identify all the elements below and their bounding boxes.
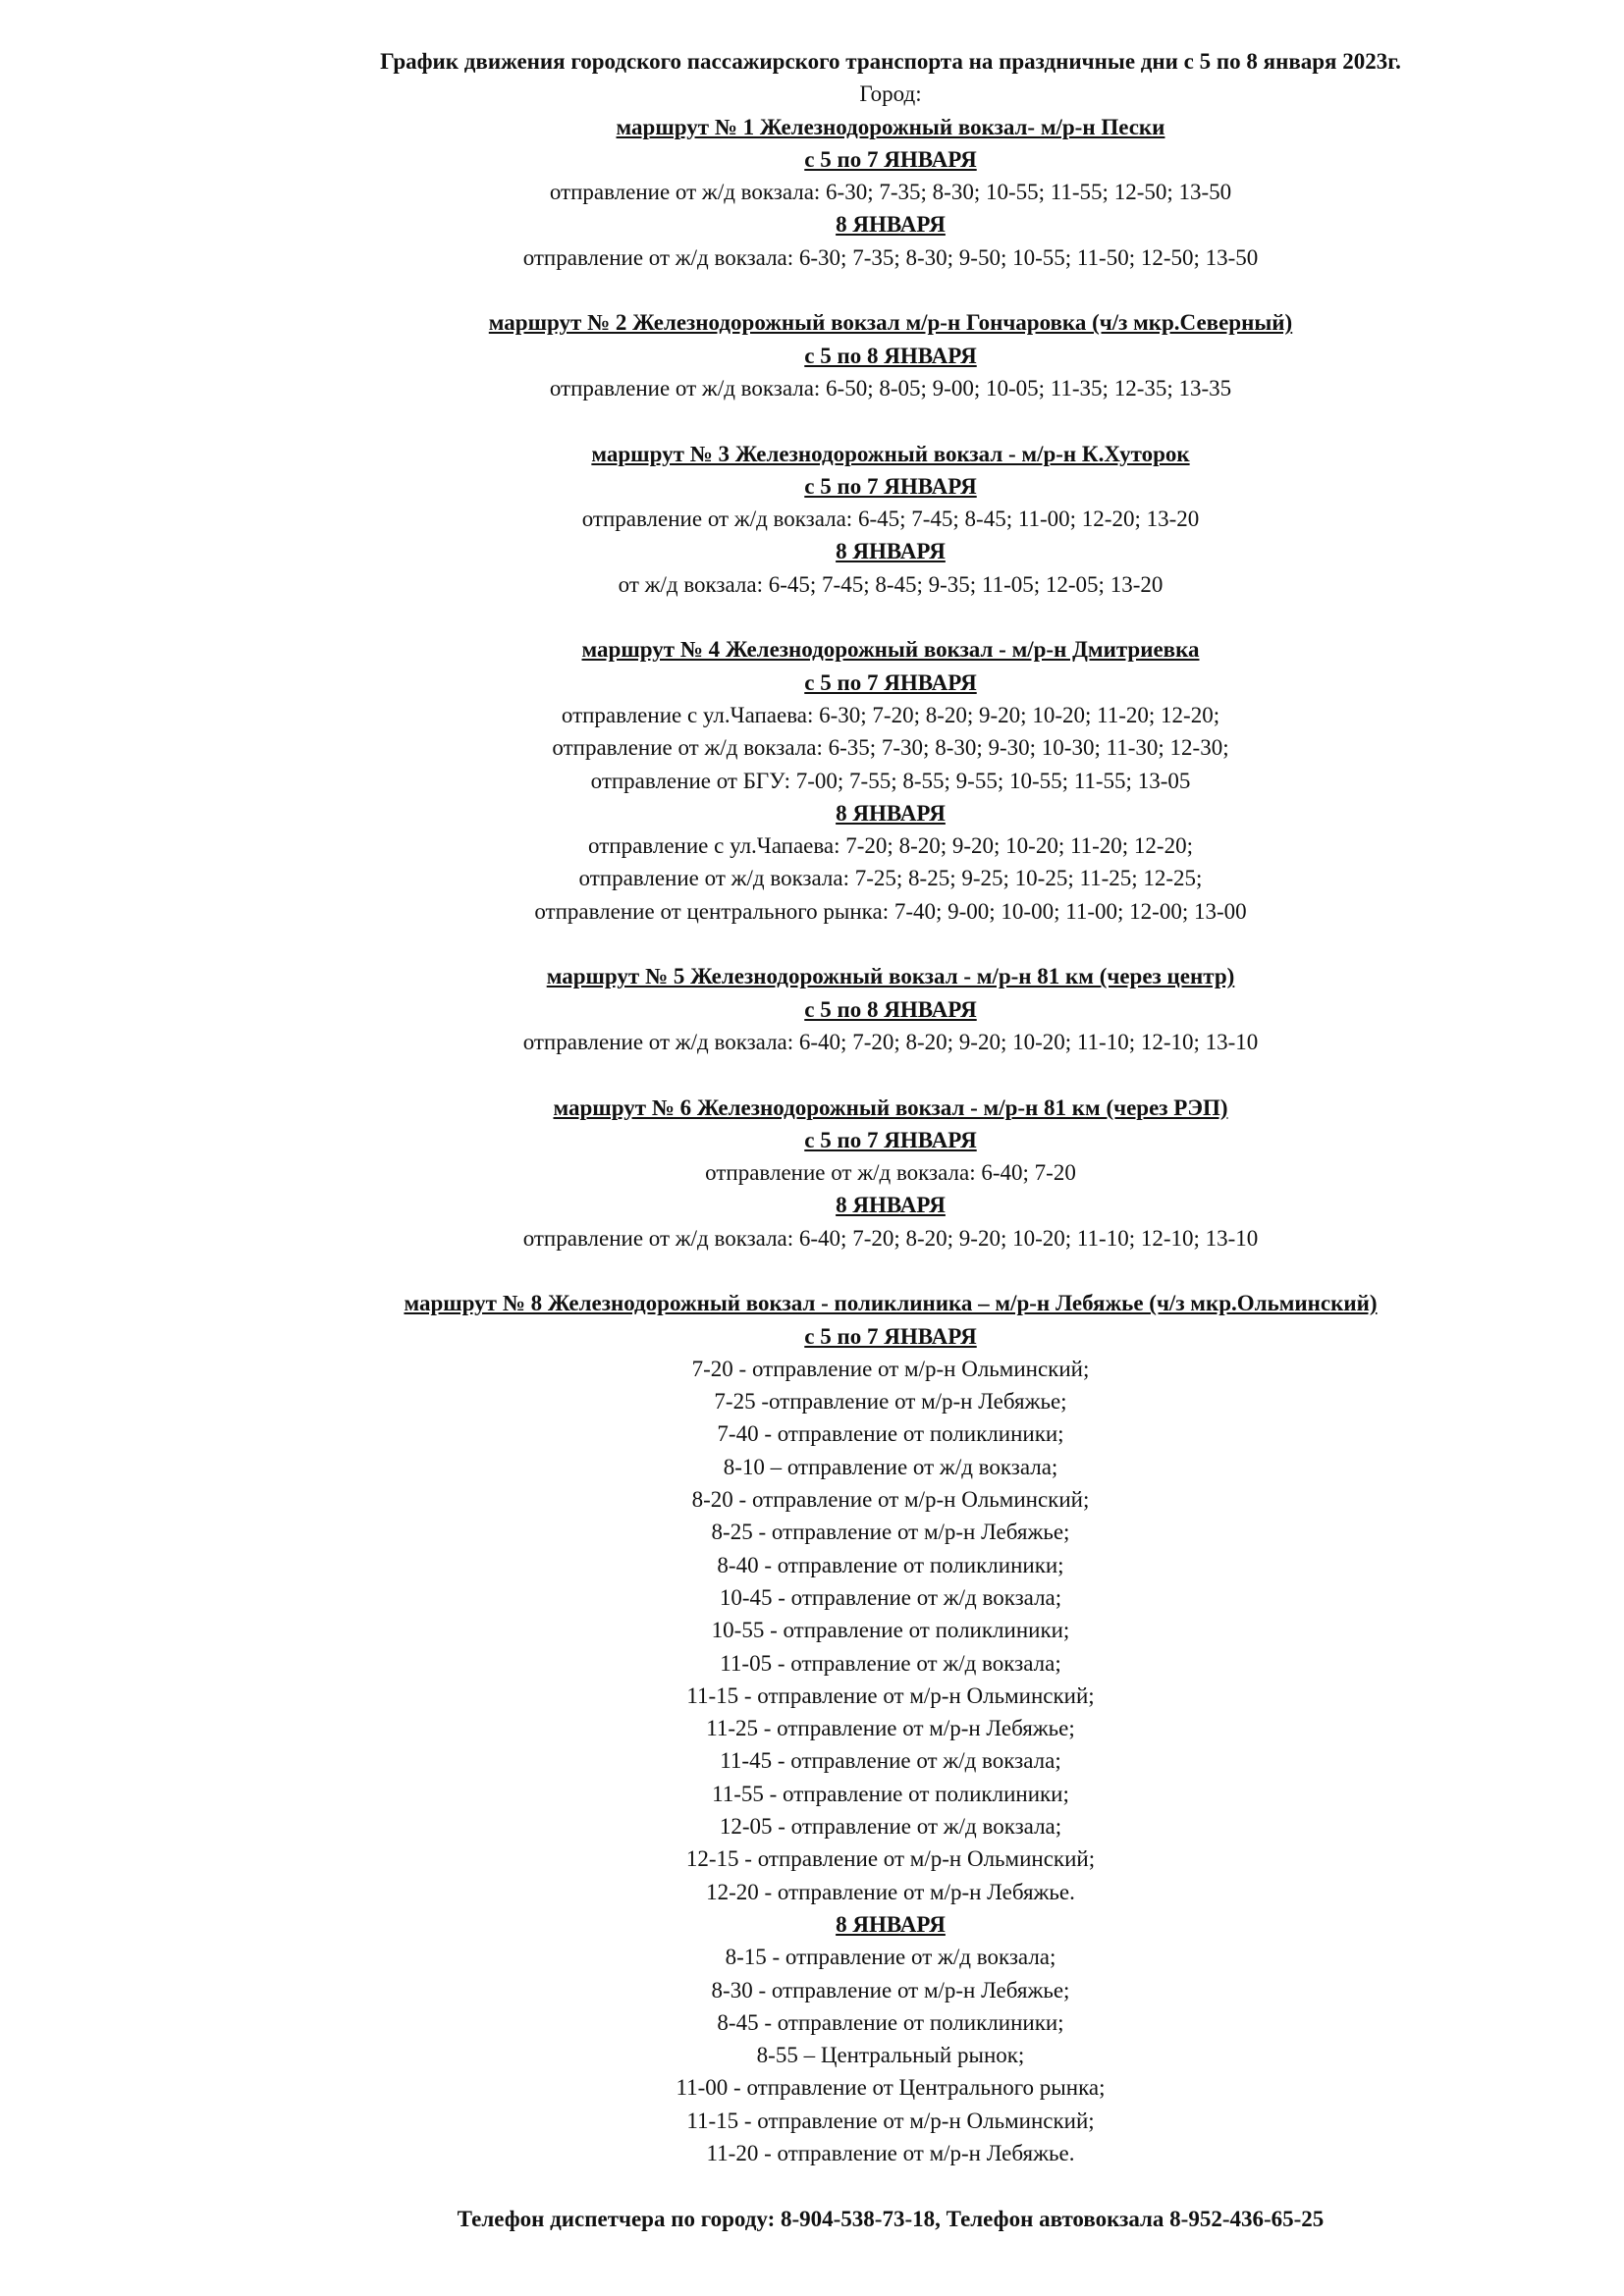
route-8 xyxy=(0,1287,1624,2169)
spacer xyxy=(0,601,1624,633)
route-1 xyxy=(0,111,1624,274)
period-heading: 8 ЯНВАРЯ xyxy=(836,1193,946,1218)
route-2 xyxy=(0,306,1624,404)
schedule-line: от ж/д вокзала: 6-45; 7-45; 8-45; 9-35; 11-05; 12-05; 13-20 xyxy=(618,571,1164,597)
period-heading: с 5 по 7 ЯНВАРЯ xyxy=(804,473,977,499)
schedule-line: отправление от ж/д вокзала: 6-40; 7-20; 8-20; 9-20; 10-20; 11-10; 12-10; 13-10 xyxy=(522,1029,1259,1054)
period-heading: с 5 по 7 ЯНВАРЯ xyxy=(804,1127,977,1152)
schedule-line: 11-20 - отправление от м/р-н Лебяжье. xyxy=(706,2141,1075,2165)
route-3 xyxy=(0,438,1624,601)
route-title: маршрут № 2 Железнодорожный вокзал м/р-н Гончаровка (ч/з мкр.Северный) xyxy=(488,310,1293,336)
route-6 xyxy=(0,1092,1624,1255)
schedule-line: 12-15 - отправление от м/р-н Ольминский; xyxy=(685,1846,1096,1872)
schedule-line: 7-40 - отправление от поликлиники; xyxy=(717,1421,1064,1447)
footer-contacts: Телефон диспетчера по городу: 8-904-538-73-18, Телефон автовокзала 8-952-436-65-25 xyxy=(457,2206,1325,2231)
document-content xyxy=(0,45,1624,2235)
period-heading: с 5 по 8 ЯНВАРЯ xyxy=(804,343,977,368)
period-heading: с 5 по 7 ЯНВАРЯ xyxy=(804,146,977,172)
schedule-line: 8-45 - отправление от поликлиники; xyxy=(717,2009,1064,2035)
schedule-line: отправление от ж/д вокзала: 7-25; 8-25; 9-25; 10-25; 11-25; 12-25; xyxy=(578,866,1203,891)
city-label: Город: xyxy=(859,81,922,107)
schedule-line: отправление от ж/д вокзала: 6-30; 7-35; 8-30; 10-55; 11-55; 12-50; 13-50 xyxy=(549,180,1232,205)
schedule-line: отправление от центрального рынка: 7-40; 9-00; 10-00; 11-00; 12-00; 13-00 xyxy=(534,898,1247,924)
schedule-line: 11-55 - отправление от поликлиники; xyxy=(712,1781,1069,1806)
period-heading: 8 ЯНВАРЯ xyxy=(836,1911,946,1937)
period-heading: с 5 по 7 ЯНВАРЯ xyxy=(804,669,977,695)
schedule-line: отправление от ж/д вокзала: 6-50; 8-05; 9-00; 10-05; 11-35; 12-35; 13-35 xyxy=(549,375,1232,400)
schedule-line: 8-30 - отправление от м/р-н Лебяжье; xyxy=(711,1977,1070,2002)
spacer xyxy=(0,1058,1624,1091)
spacer xyxy=(0,274,1624,306)
period-heading: с 5 по 8 ЯНВАРЯ xyxy=(804,996,977,1022)
schedule-line: отправление с ул.Чапаева: 7-20; 8-20; 9-20; 10-20; 11-20; 12-20; xyxy=(588,833,1193,859)
schedule-line: 8-55 – Центральный рынок; xyxy=(756,2043,1025,2068)
spacer xyxy=(0,1255,1624,1287)
route-title: маршрут № 6 Железнодорожный вокзал - м/р-н 81 км (через РЭП) xyxy=(553,1095,1228,1120)
schedule-line: 11-00 - отправление от Центрального рынка; xyxy=(676,2075,1106,2101)
route-4 xyxy=(0,633,1624,928)
schedule-line: 8-20 - отправление от м/р-н Ольминский; xyxy=(691,1487,1090,1513)
schedule-line: отправление от ж/д вокзала: 6-45; 7-45; 8-45; 11-00; 12-20; 13-20 xyxy=(581,507,1200,532)
schedule-line: 8-40 - отправление от поликлиники; xyxy=(717,1552,1064,1577)
schedule-line: 11-45 - отправление от ж/д вокзала; xyxy=(720,1748,1061,1774)
schedule-line: 8-15 - отправление от ж/д вокзала; xyxy=(725,1945,1056,1970)
period-heading: 8 ЯНВАРЯ xyxy=(836,539,946,564)
route-title: маршрут № 1 Железнодорожный вокзал- м/р-н Пески xyxy=(616,114,1165,139)
schedule-line: отправление от БГУ: 7-00; 7-55; 8-55; 9-55; 10-55; 11-55; 13-05 xyxy=(590,768,1191,793)
route-title: маршрут № 4 Железнодорожный вокзал - м/р-н Дмитриевка xyxy=(581,637,1200,663)
schedule-line: 10-55 - отправление от поликлиники; xyxy=(711,1618,1070,1643)
schedule-line: 11-15 - отправление от м/р-н Ольминский; xyxy=(686,2108,1095,2133)
period-heading: с 5 по 7 ЯНВАРЯ xyxy=(804,1323,977,1349)
schedule-line: отправление от ж/д вокзала: 6-40; 7-20; 8-20; 9-20; 10-20; 11-10; 12-10; 13-10 xyxy=(522,1225,1259,1251)
route-title: маршрут № 3 Железнодорожный вокзал - м/р-н К.Хуторок xyxy=(591,441,1190,466)
schedule-line: отправление с ул.Чапаева: 6-30; 7-20; 8-20; 9-20; 10-20; 11-20; 12-20; xyxy=(561,702,1220,727)
schedule-line: 11-15 - отправление от м/р-н Ольминский; xyxy=(686,1682,1095,1708)
schedule-line: 11-25 - отправление от м/р-н Лебяжье; xyxy=(706,1716,1075,1741)
schedule-line: 8-25 - отправление от м/р-н Лебяжье; xyxy=(711,1520,1070,1545)
spacer xyxy=(0,2169,1624,2202)
schedule-line: 11-05 - отправление от ж/д вокзала; xyxy=(720,1650,1061,1676)
period-heading: 8 ЯНВАРЯ xyxy=(836,800,946,826)
schedule-line: 12-05 - отправление от ж/д вокзала; xyxy=(719,1814,1062,1840)
schedule-line: 12-20 - отправление от м/р-н Лебяжье. xyxy=(706,1879,1075,1904)
schedule-line: отправление от ж/д вокзала: 6-35; 7-30; 8-30; 9-30; 10-30; 11-30; 12-30; xyxy=(552,735,1229,761)
route-title: маршрут № 5 Железнодорожный вокзал - м/р-н 81 км (через центр) xyxy=(546,964,1235,989)
spacer xyxy=(0,928,1624,960)
period-heading: 8 ЯНВАРЯ xyxy=(836,212,946,238)
route-5 xyxy=(0,960,1624,1058)
schedule-line: 7-20 - отправление от м/р-н Ольминский; xyxy=(691,1356,1090,1381)
schedule-line: отправление от ж/д вокзала: 6-40; 7-20 xyxy=(705,1160,1076,1186)
schedule-line: отправление от ж/д вокзала: 6-30; 7-35; 8-30; 9-50; 10-55; 11-50; 12-50; 13-50 xyxy=(522,244,1259,270)
schedule-line: 7-25 -отправление от м/р-н Лебяжье; xyxy=(714,1389,1067,1415)
schedule-line: 8-10 – отправление от ж/д вокзала; xyxy=(723,1454,1058,1479)
spacer xyxy=(0,404,1624,437)
route-title: маршрут № 8 Железнодорожный вокзал - поликлиника – м/р-н Лебяжье (ч/з мкр.Ольминский) xyxy=(404,1291,1378,1316)
schedule-line: 10-45 - отправление от ж/д вокзала; xyxy=(719,1584,1062,1610)
page-title: График движения городского пассажирского транспорта на праздничные дни с 5 по 8 января 2023г. xyxy=(380,49,1401,74)
